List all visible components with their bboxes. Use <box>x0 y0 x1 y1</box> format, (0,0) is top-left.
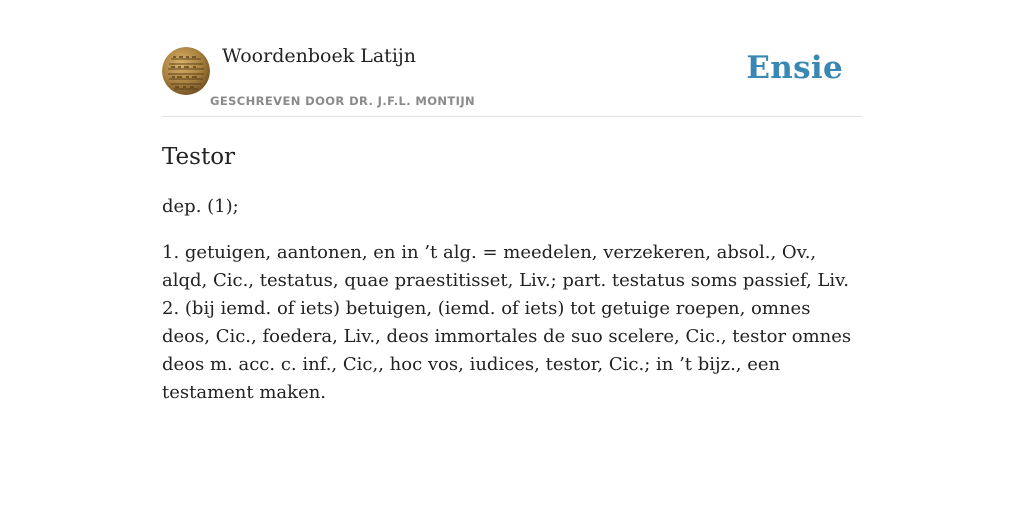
dictionary-title[interactable]: Woordenboek Latijn <box>222 45 417 67</box>
sense-1: 1. getuigen, aantonen, en in ’t alg. = meedelen, verzekeren, absol., Ov., alqd, Cic., testatus, quae praestitisset, Liv.; part. testatus soms passief, Liv. <box>162 242 849 291</box>
ensie-logo-link[interactable]: Ensie <box>746 50 843 86</box>
entry-headword: Testor <box>162 144 236 170</box>
entry-senses <box>162 239 862 407</box>
header <box>162 0 862 117</box>
page <box>162 0 862 407</box>
entry-grammar: dep. (1); <box>162 196 239 217</box>
latin-inscription-coin-icon[interactable] <box>162 47 210 95</box>
sense-2: 2. (bij iemd. of iets) betuigen, (iemd. of iets) tot getuige roepen, omnes deos, Cic., foedera, Liv., deos immortales de suo scelere, Cic., testor omnes deos m. acc. c. inf., Cic,, hoc vos, iudices, testor, Cic.; in ’t bijz., een testament maken. <box>162 298 852 403</box>
author-line: GESCHREVEN DOOR DR. J.F.L. MONTIJN <box>210 94 476 108</box>
